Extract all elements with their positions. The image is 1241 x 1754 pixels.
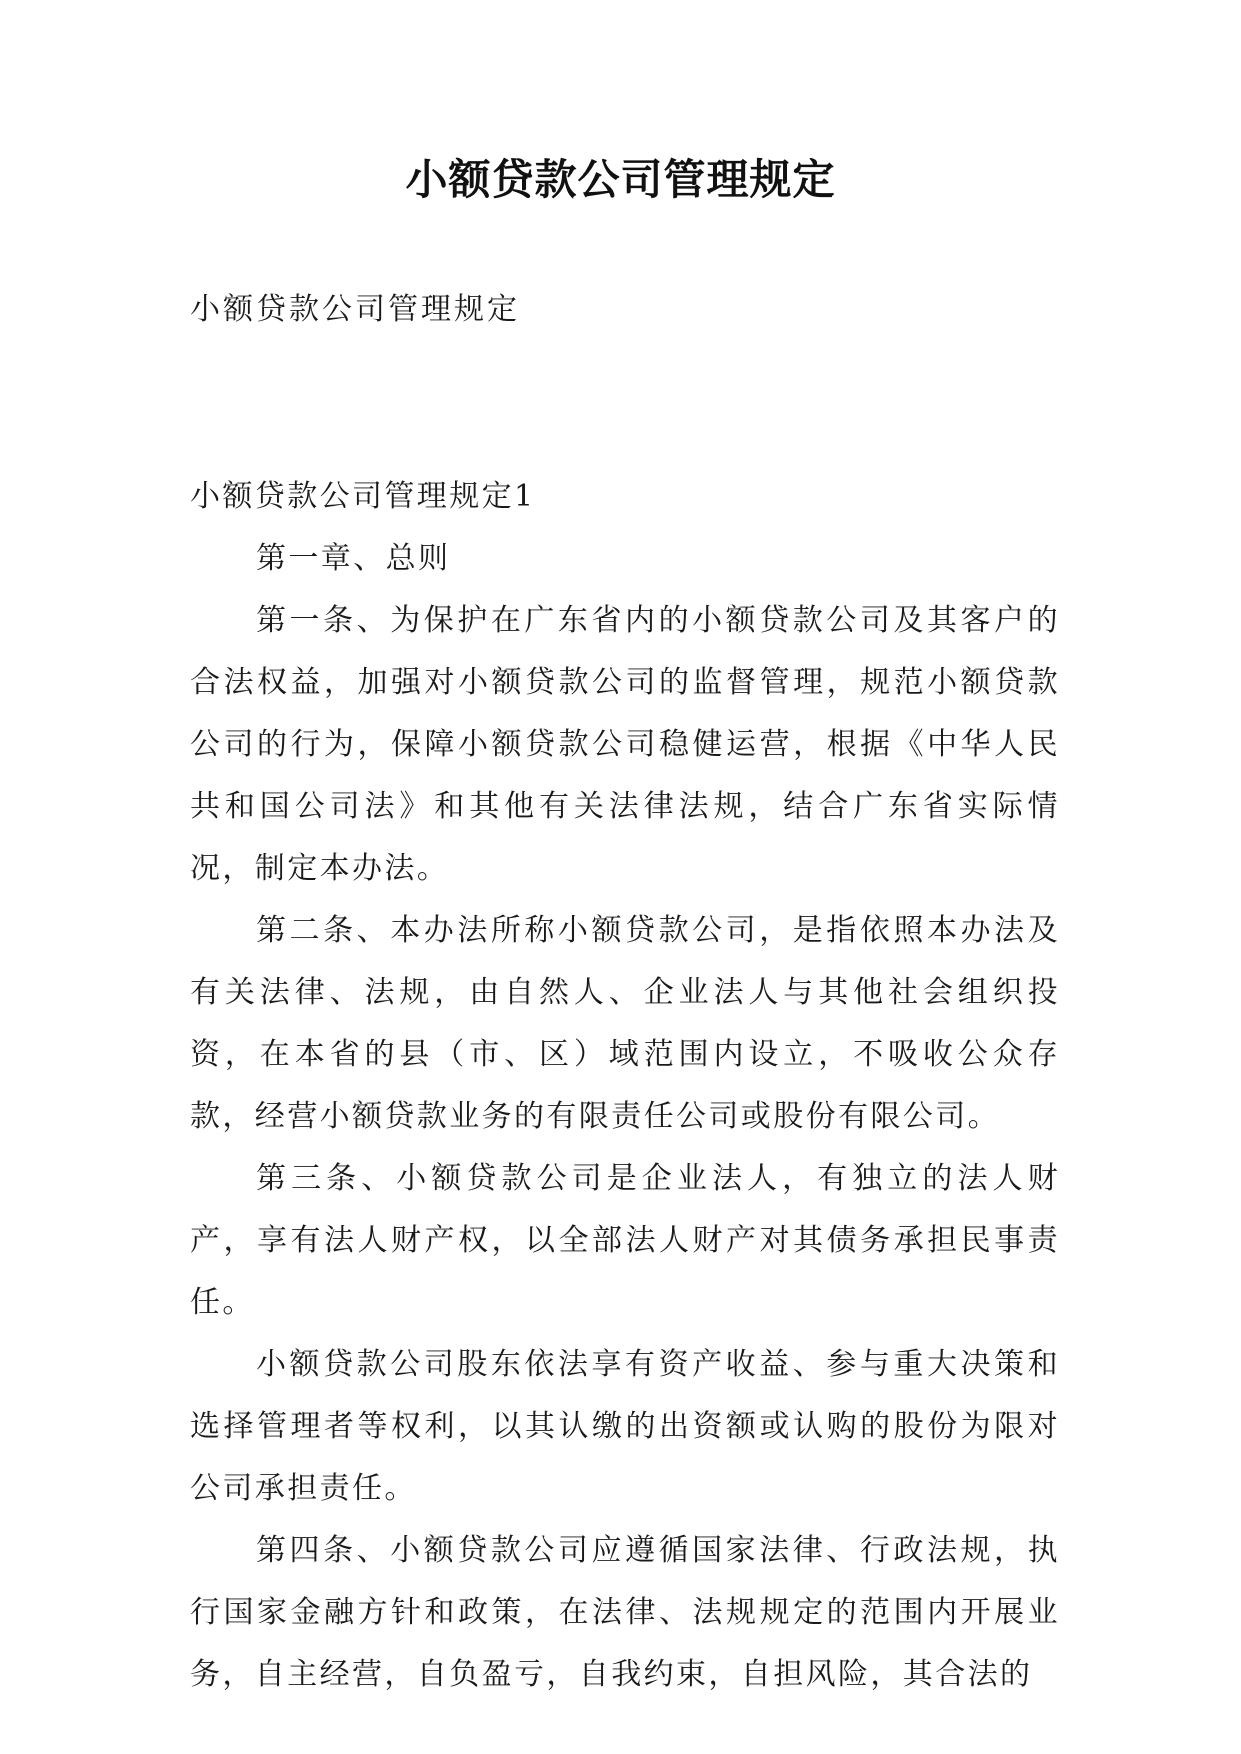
paragraph-article-1: 第一条、为保护在广东省内的小额贷款公司及其客户的合法权益，加强对小额贷款公司的监督管理，规范小额贷款公司的行为，保障小额贷款公司稳健运营，根据《中华人民共和国公司法》和其他有关法律法规，结合广东省实际情况，制定本办法。	[190, 603, 1060, 886]
document-body	[190, 466, 1060, 1706]
document-subtitle: 小额贷款公司管理规定	[190, 292, 520, 327]
paragraph-shareholders: 小额贷款公司股东依法享有资产收益、参与重大决策和选择管理者等权利，以其认缴的出资额或认购的股份为限对公司承担责任。	[190, 1347, 1060, 1506]
document-title: 小额贷款公司管理规定	[405, 155, 836, 204]
chapter-heading: 第一章、总则	[256, 541, 451, 576]
paragraph-article-2: 第二条、本办法所称小额贷款公司，是指依照本办法及有关法律、法规，由自然人、企业法人与其他社会组织投资，在本省的县（市、区）域范围内设立，不吸收公众存款，经营小额贷款业务的有限责任公司或股份有限公司。	[190, 913, 1060, 1134]
section-heading: 小额贷款公司管理规定1	[190, 479, 536, 514]
paragraph-article-3: 第三条、小额贷款公司是企业法人，有独立的法人财产，享有法人财产权，以全部法人财产对其债务承担民事责任。	[190, 1161, 1060, 1320]
paragraph-article-4: 第四条、小额贷款公司应遵循国家法律、行政法规，执行国家金融方针和政策，在法律、法规规定的范围内开展业务，自主经营，自负盈亏，自我约束，自担风险，其合法的	[190, 1533, 1060, 1692]
